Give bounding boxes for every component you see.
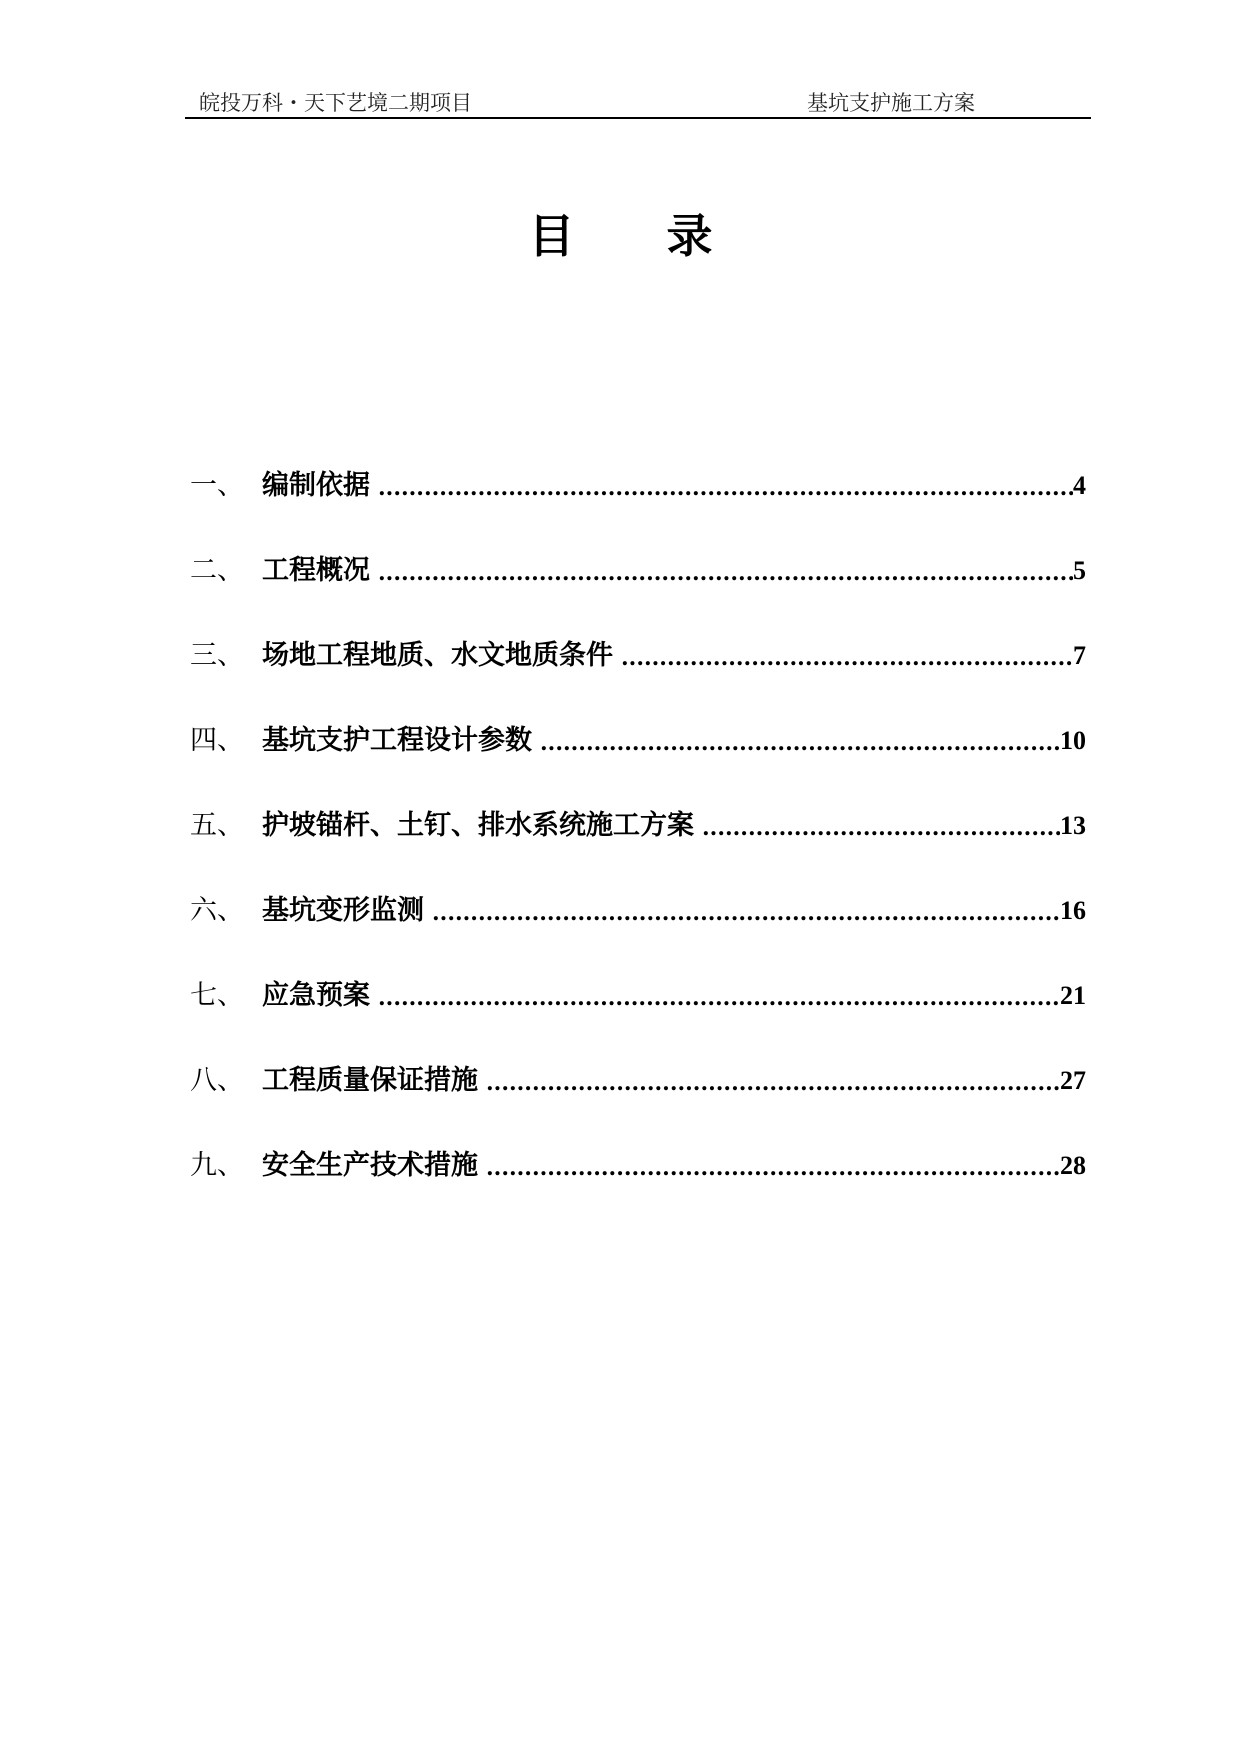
toc-entry-page: 13 [1060,811,1086,840]
toc-entry-page: 27 [1060,1066,1086,1095]
toc-title [0,209,1241,264]
toc-entry-number: 二、 [190,555,244,586]
page-header [185,86,1091,119]
toc-entry-number: 九、 [190,1150,244,1181]
toc-entry-page: 28 [1060,1151,1086,1180]
toc-title-char-2: 录 [666,209,713,263]
toc-dot-leader [432,893,1060,933]
toc-entry-title: 基坑变形监测 [262,895,424,926]
toc-dot-leader [378,468,1073,508]
toc-entry-number: 三、 [190,640,244,671]
toc-entry-title: 编制依据 [262,470,370,501]
toc-entry[interactable] [190,1146,1086,1231]
toc-entry-title: 工程质量保证措施 [262,1065,478,1096]
toc-entry-page: 10 [1060,726,1086,755]
toc-dot-leader [378,978,1060,1018]
toc-entry[interactable] [190,636,1086,721]
toc-entry[interactable] [190,551,1086,636]
toc-entry-title: 应急预案 [262,980,370,1011]
toc-entry-title: 安全生产技术措施 [262,1150,478,1181]
toc-entry[interactable] [190,721,1086,806]
toc-entry[interactable] [190,976,1086,1061]
toc-dot-leader [378,553,1073,593]
toc-entry-page: 4 [1073,471,1086,500]
toc-entry-page: 21 [1060,981,1086,1010]
toc-entry[interactable] [190,466,1086,551]
toc-entry-page: 7 [1073,641,1086,670]
toc-entry-page: 16 [1060,896,1086,925]
table-of-contents [190,466,1086,1231]
toc-entry-title: 护坡锚杆、土钉、排水系统施工方案 [262,810,694,841]
toc-entry[interactable] [190,1061,1086,1146]
toc-dot-leader [621,638,1073,678]
toc-entry-title: 基坑支护工程设计参数 [262,725,532,756]
toc-entry[interactable] [190,891,1086,976]
toc-dot-leader [486,1063,1060,1103]
toc-entry-number: 四、 [190,725,244,756]
toc-entry-number: 七、 [190,980,244,1011]
toc-dot-leader [540,723,1060,763]
toc-entry-title: 场地工程地质、水文地质条件 [262,640,613,671]
toc-entry-number: 五、 [190,810,244,841]
toc-entry[interactable] [190,806,1086,891]
toc-dot-leader [702,808,1060,848]
toc-dot-leader [486,1148,1060,1188]
toc-entry-number: 一、 [190,470,244,501]
header-project-name: 皖投万科・天下艺境二期项目 [199,91,472,115]
header-document-name: 基坑支护施工方案 [807,91,975,115]
toc-entry-title: 工程概况 [262,555,370,586]
toc-entry-number: 八、 [190,1065,244,1096]
toc-title-char-1: 目 [528,209,575,263]
toc-entry-number: 六、 [190,895,244,926]
toc-entry-page: 5 [1073,556,1086,585]
